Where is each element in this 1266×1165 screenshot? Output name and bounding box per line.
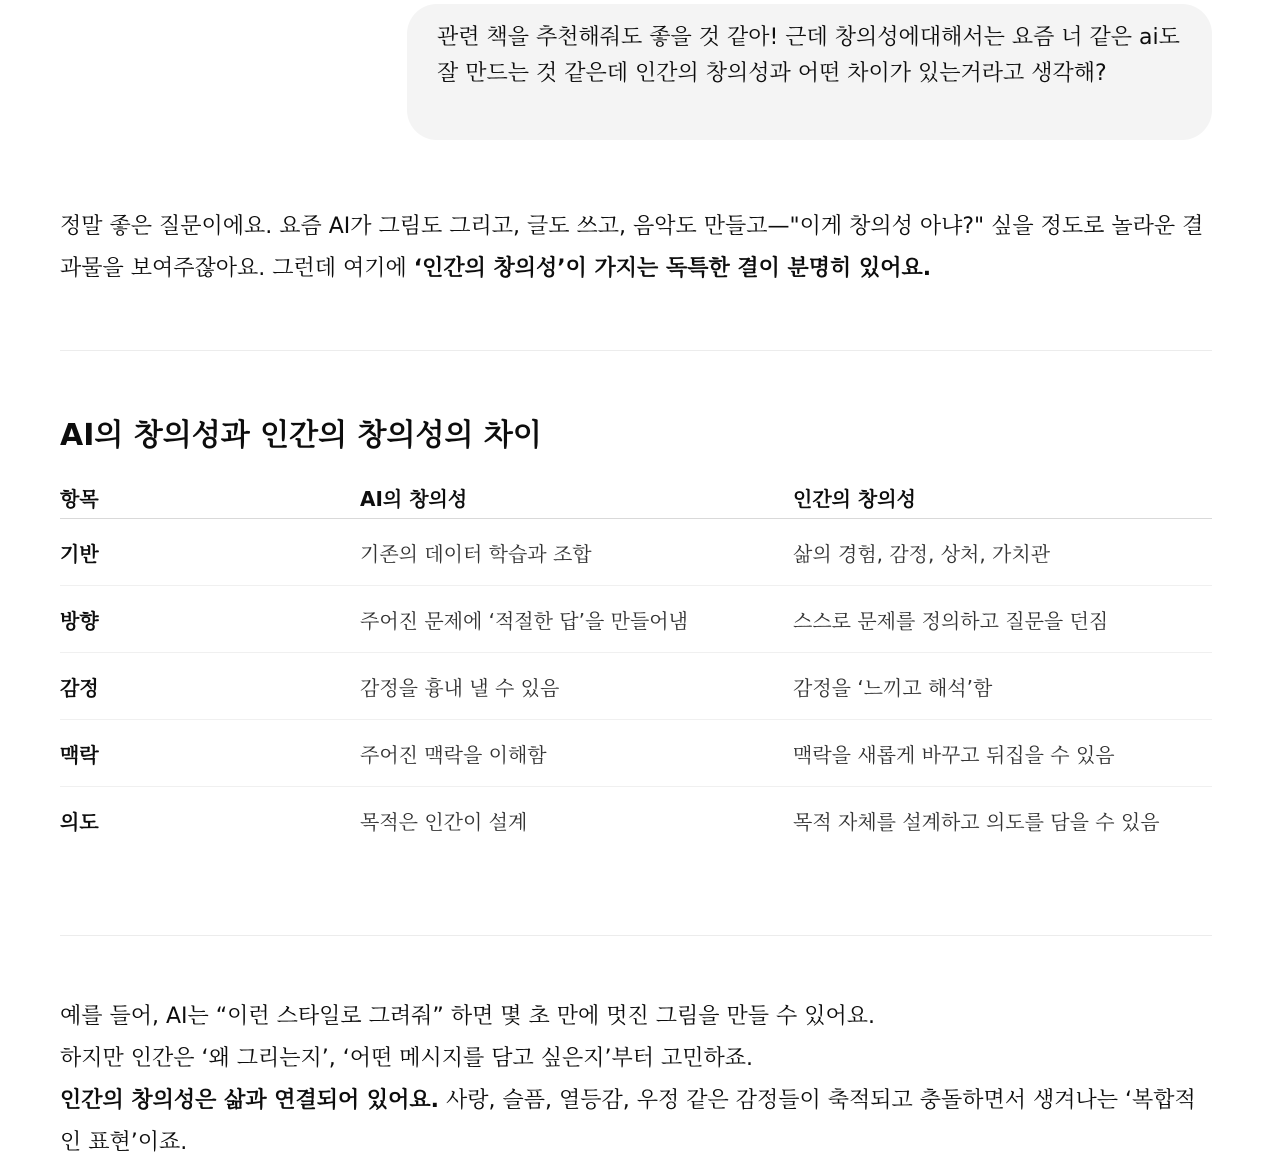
table-cell-item: 기반 [60, 519, 360, 586]
table-row [60, 653, 1212, 720]
table-cell-item: 방향 [60, 586, 360, 653]
table-cell-ai: 감정을 흉내 낼 수 있음 [360, 653, 793, 720]
example-line-3-bold: 인간의 창의성은 삶과 연결되어 있어요. [60, 1088, 440, 1113]
example-line-3-rest: 사랑, 슬픔, 열등감, 우정 같은 감정들이 축적되고 충돌하면서 생겨나는 ‘복합적인 표현’이죠. [60, 1088, 1196, 1155]
table-header-ai: AI의 창의성 [360, 476, 793, 519]
table-row [60, 720, 1212, 787]
divider [60, 350, 1212, 351]
table-header-item: 항목 [60, 476, 360, 519]
example-line-3 [60, 1080, 1212, 1164]
section-heading: AI의 창의성과 인간의 창의성의 차이 [60, 418, 542, 453]
table-row [60, 787, 1212, 854]
table-row [60, 519, 1212, 586]
example-paragraph [60, 996, 1212, 1164]
table-cell-ai: 목적은 인간이 설계 [360, 809, 528, 834]
table-header-human: 인간의 창의성 [793, 476, 1212, 519]
table-cell-ai: 주어진 맥락을 이해함 [360, 720, 793, 787]
table-cell-human: 감정을 ‘느끼고 해석’함 [793, 653, 1212, 720]
table-cell-item: 맥락 [60, 720, 360, 787]
table-cell-human: 맥락을 새롭게 바꾸고 뒤집을 수 있음 [793, 720, 1212, 787]
table-cell-human: 삶의 경험, 감정, 상처, 가치관 [793, 519, 1212, 586]
intro-bold-text: ‘인간의 창의성’이 가지는 독특한 결이 분명히 있어요. [413, 256, 932, 281]
table-cell-item: 의도 [60, 809, 99, 834]
example-line-2: 하지만 인간은 ‘왜 그리는지’, ‘어떤 메시지를 담고 싶은지’부터 고민하죠. [60, 1046, 753, 1071]
table-cell-ai: 기존의 데이터 학습과 조합 [360, 519, 793, 586]
example-line-1: 예를 들어, AI는 “이런 스타일로 그려줘” 하면 몇 초 만에 멋진 그림을 만들 수 있어요. [60, 1004, 876, 1029]
table-cell-human: 스스로 문제를 정의하고 질문을 던짐 [793, 586, 1212, 653]
comparison-table [60, 476, 1212, 853]
intro-paragraph [60, 206, 1212, 290]
table-row [60, 586, 1212, 653]
intro-text: 정말 좋은 질문이에요. 요즘 AI가 그림도 그리고, 글도 쓰고, 음악도 만들고—"이게 창의성 아냐?" 싶을 정도로 놀라운 결과물을 보여주잖아요. 그런데 여기에 [60, 214, 1204, 281]
user-message-text: 관련 책을 추천해줘도 좋을 것 같아! 근데 창의성에대해서는 요즘 너 같은 ai도 잘 만드는 것 같은데 인간의 창의성과 어떤 차이가 있는거라고 생각해? [437, 25, 1180, 86]
table-header-row [60, 476, 1212, 519]
table-cell-human: 목적 자체를 설계하고 의도를 담을 수 있음 [793, 809, 1160, 834]
table-cell-ai: 주어진 문제에 ‘적절한 답’을 만들어냄 [360, 586, 793, 653]
user-message-bubble [407, 4, 1212, 140]
divider [60, 935, 1212, 936]
table-cell-item: 감정 [60, 653, 360, 720]
